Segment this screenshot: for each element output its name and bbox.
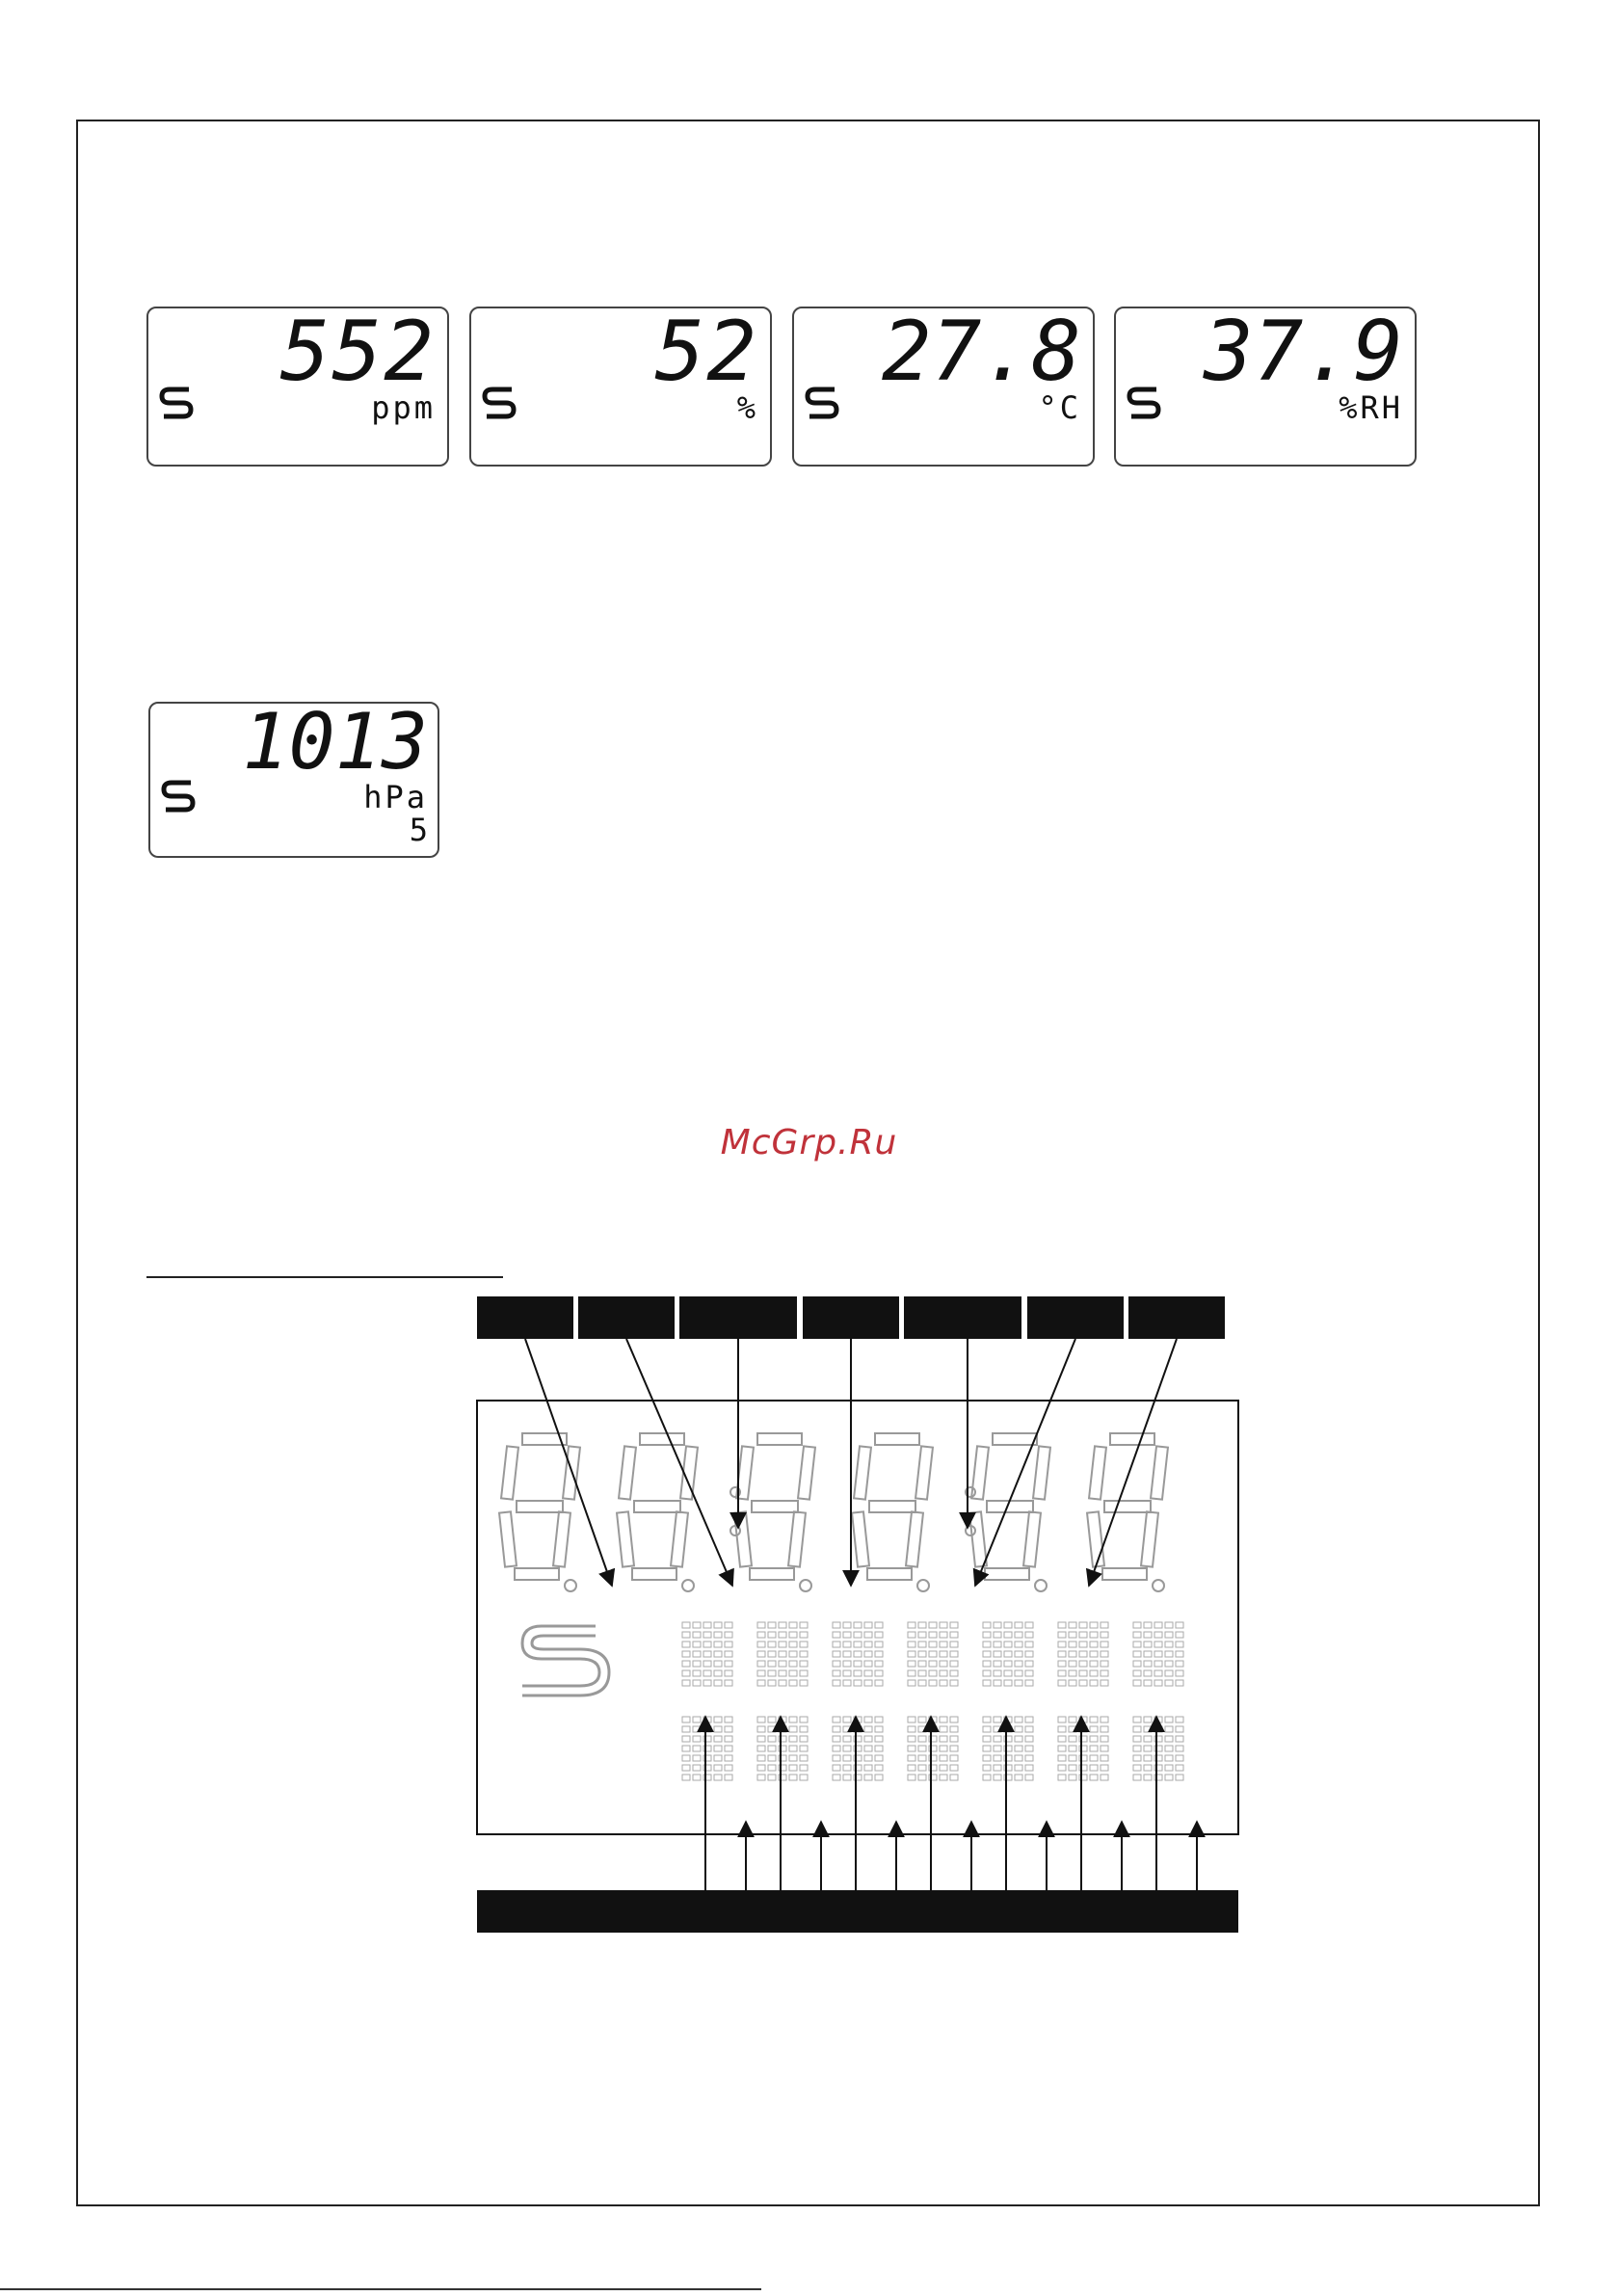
segment [752,1501,798,1512]
segment [757,1433,802,1445]
segment [854,1446,871,1499]
decimal-point [917,1580,929,1591]
lcd-display-humidity [1114,304,1417,467]
s-logo-icon [485,389,514,416]
lcd-value-pressure: 1013 [242,697,428,787]
lcd-display-pressure [148,697,439,858]
segment [632,1568,676,1580]
s-logo-icon [164,783,193,810]
segment [1102,1568,1147,1580]
segment [906,1511,923,1566]
decimal-point [682,1580,694,1591]
segment [1033,1446,1050,1499]
dot-matrix-char-1-7 [1133,1622,1183,1686]
top-label-box-6 [1027,1296,1124,1339]
dot-matrix-char-1-6 [1058,1622,1108,1686]
segment [915,1446,933,1499]
s-logo-outline-icon [522,1626,609,1695]
segment [867,1568,912,1580]
s-logo-icon [808,389,836,416]
callout-arrow-top-1 [525,1339,612,1586]
top-label-box-3 [679,1296,797,1339]
segment [671,1511,688,1566]
callout-arrow-top-7 [1089,1339,1177,1586]
dot-matrix-char-1-1 [682,1622,732,1686]
decimal-point [565,1580,576,1591]
segment [1141,1511,1158,1566]
footer-line [0,2288,761,2290]
dot-matrix-char-2-1 [682,1717,732,1780]
s-logo-icon [162,389,191,416]
dot-matrix-char-2-4 [908,1717,958,1780]
top-label-box-1 [477,1296,573,1339]
segment [553,1511,570,1566]
lcd-value-humidity: 37.9 [1203,304,1403,400]
dot-matrix-char-1-3 [833,1622,883,1686]
dot-matrix-char-2-5 [983,1717,1033,1780]
lcd-unit-humidity: %RH [1339,389,1403,426]
lcd-segment-diagram [472,1296,1243,1952]
segment [640,1433,684,1445]
segment [969,1511,987,1566]
dot-matrix-char-2-7 [1133,1717,1183,1780]
lcd-unit-pressure: hPa [363,779,428,815]
lcd-sub-pressure: 5 [409,812,428,848]
segment [1089,1446,1106,1499]
lcd-unit-co2: ppm [371,389,436,426]
segment [515,1568,559,1580]
segment [517,1501,563,1512]
top-label-box-5 [904,1296,1021,1339]
seven-segment-digit-1 [499,1433,580,1591]
lcd-value-co2: 552 [279,304,436,400]
segment [798,1446,815,1499]
dot-matrix-char-1-2 [757,1622,808,1686]
lcd-display-percent [469,304,772,467]
segment [619,1446,636,1499]
dot-matrix-char-2-2 [757,1717,808,1780]
decimal-point [1153,1580,1164,1591]
watermark: McGrp.Ru [720,1123,898,1162]
segment [617,1511,634,1566]
lcd-display-temperature [792,304,1095,467]
top-label-box-4 [803,1296,899,1339]
segment [734,1511,752,1566]
seven-segment-digit-2 [617,1433,698,1591]
segment [971,1446,989,1499]
bottom-label-bar [477,1890,1238,1933]
segment [499,1511,517,1566]
lcd-value-percent: 52 [654,304,758,400]
dot-matrix-char-2-3 [833,1717,883,1780]
lcd-unit-percent: % [736,389,758,426]
segment [788,1511,806,1566]
seven-segment-digit-6 [1087,1433,1168,1591]
segment [993,1433,1037,1445]
seven-segment-digit-4 [852,1433,933,1591]
top-label-box-2 [578,1296,675,1339]
segment [1151,1446,1168,1499]
top-label-box-7 [1128,1296,1225,1339]
segment [501,1446,518,1499]
dot-matrix-char-1-4 [908,1622,958,1686]
lcd-value-temperature: 27.8 [881,304,1081,400]
dot-matrix-char-1-5 [983,1622,1033,1686]
segment [852,1511,869,1566]
segment [869,1501,915,1512]
segment [985,1568,1029,1580]
segment [750,1568,794,1580]
decimal-point [800,1580,811,1591]
segment [1110,1433,1154,1445]
segment [1087,1511,1104,1566]
callout-arrow-top-2 [626,1339,732,1586]
lcd-display-co2 [146,304,449,467]
lcd-unit-temperature: °C [1038,389,1081,426]
segment [1104,1501,1151,1512]
dot-matrix-char-2-6 [1058,1717,1108,1780]
section-rule [146,1276,503,1278]
s-logo-icon [1129,389,1158,416]
seven-segment-digit-3 [734,1433,815,1591]
decimal-point [1035,1580,1047,1591]
segment [875,1433,919,1445]
segment [1023,1511,1041,1566]
segment [634,1501,680,1512]
